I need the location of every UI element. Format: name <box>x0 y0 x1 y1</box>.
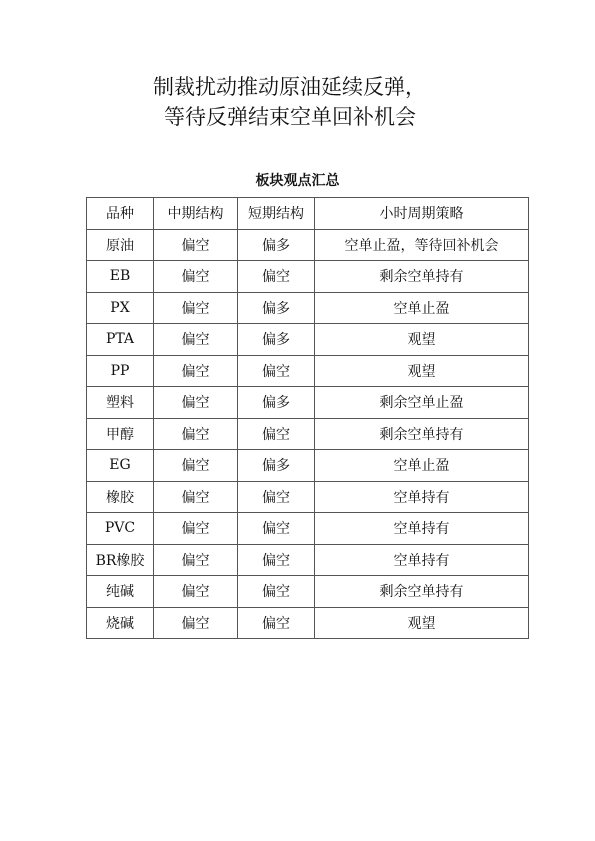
cell-strategy: 剩余空单止盈 <box>315 387 529 419</box>
table-row <box>87 261 529 293</box>
cell-strategy: 剩余空单持有 <box>315 576 529 608</box>
table-row <box>87 576 529 608</box>
cell-short-term: 偏多 <box>238 450 315 482</box>
report-title-line-2: 等待反弹结束空单回补机会 <box>164 105 416 129</box>
cell-mid-term: 偏空 <box>154 387 238 419</box>
cell-strategy: 空单持有 <box>315 481 529 513</box>
report-title <box>0 72 595 132</box>
cell-mid-term: 偏空 <box>154 229 238 261</box>
cell-strategy: 空单持有 <box>315 544 529 576</box>
cell-product: BR橡胶 <box>87 544 154 576</box>
cell-short-term: 偏空 <box>238 418 315 450</box>
table-row <box>87 418 529 450</box>
cell-short-term: 偏空 <box>238 481 315 513</box>
cell-short-term: 偏空 <box>238 261 315 293</box>
cell-short-term: 偏空 <box>238 513 315 545</box>
cell-strategy: 空单持有 <box>315 513 529 545</box>
table-row <box>87 355 529 387</box>
cell-strategy: 剩余空单持有 <box>315 261 529 293</box>
cell-mid-term: 偏空 <box>154 607 238 639</box>
cell-mid-term: 偏空 <box>154 513 238 545</box>
cell-strategy: 观望 <box>315 607 529 639</box>
cell-mid-term: 偏空 <box>154 481 238 513</box>
cell-strategy: 空单止盈 <box>315 292 529 324</box>
cell-product: PVC <box>87 513 154 545</box>
cell-product: EG <box>87 450 154 482</box>
cell-strategy: 空单止盈 <box>315 450 529 482</box>
cell-product: 橡胶 <box>87 481 154 513</box>
cell-mid-term: 偏空 <box>154 450 238 482</box>
cell-mid-term: 偏空 <box>154 261 238 293</box>
cell-product: 塑料 <box>87 387 154 419</box>
cell-product: PP <box>87 355 154 387</box>
table-row <box>87 229 529 261</box>
table-header-row <box>87 198 529 230</box>
table-row <box>87 607 529 639</box>
header-short-term-structure: 短期结构 <box>238 198 315 230</box>
cell-mid-term: 偏空 <box>154 324 238 356</box>
cell-product: EB <box>87 261 154 293</box>
cell-mid-term: 偏空 <box>154 544 238 576</box>
cell-product: 甲醇 <box>87 418 154 450</box>
cell-short-term: 偏空 <box>238 607 315 639</box>
cell-short-term: 偏空 <box>238 544 315 576</box>
report-title-line-1: 制裁扰动推动原油延续反弹， <box>153 75 426 99</box>
cell-short-term: 偏空 <box>238 355 315 387</box>
header-product: 品种 <box>87 198 154 230</box>
header-mid-term-structure: 中期结构 <box>154 198 238 230</box>
sector-view-table <box>86 197 529 639</box>
cell-mid-term: 偏空 <box>154 418 238 450</box>
table-row <box>87 387 529 419</box>
cell-product: 纯碱 <box>87 576 154 608</box>
cell-strategy: 观望 <box>315 324 529 356</box>
cell-product: PX <box>87 292 154 324</box>
table-row <box>87 324 529 356</box>
table-caption: 板块观点汇总 <box>255 173 340 189</box>
cell-mid-term: 偏空 <box>154 292 238 324</box>
table-body <box>87 229 529 639</box>
header-hourly-strategy: 小时周期策略 <box>315 198 529 230</box>
cell-mid-term: 偏空 <box>154 355 238 387</box>
cell-short-term: 偏多 <box>238 229 315 261</box>
cell-strategy: 空单止盈，等待回补机会 <box>315 229 529 261</box>
table-row <box>87 450 529 482</box>
cell-mid-term: 偏空 <box>154 576 238 608</box>
cell-short-term: 偏空 <box>238 576 315 608</box>
table-row <box>87 481 529 513</box>
cell-product: 原油 <box>87 229 154 261</box>
cell-short-term: 偏多 <box>238 292 315 324</box>
cell-strategy: 观望 <box>315 355 529 387</box>
cell-product: 烧碱 <box>87 607 154 639</box>
table-row <box>87 292 529 324</box>
cell-short-term: 偏多 <box>238 387 315 419</box>
cell-product: PTA <box>87 324 154 356</box>
cell-strategy: 剩余空单持有 <box>315 418 529 450</box>
table-row <box>87 544 529 576</box>
table-row <box>87 513 529 545</box>
cell-short-term: 偏多 <box>238 324 315 356</box>
